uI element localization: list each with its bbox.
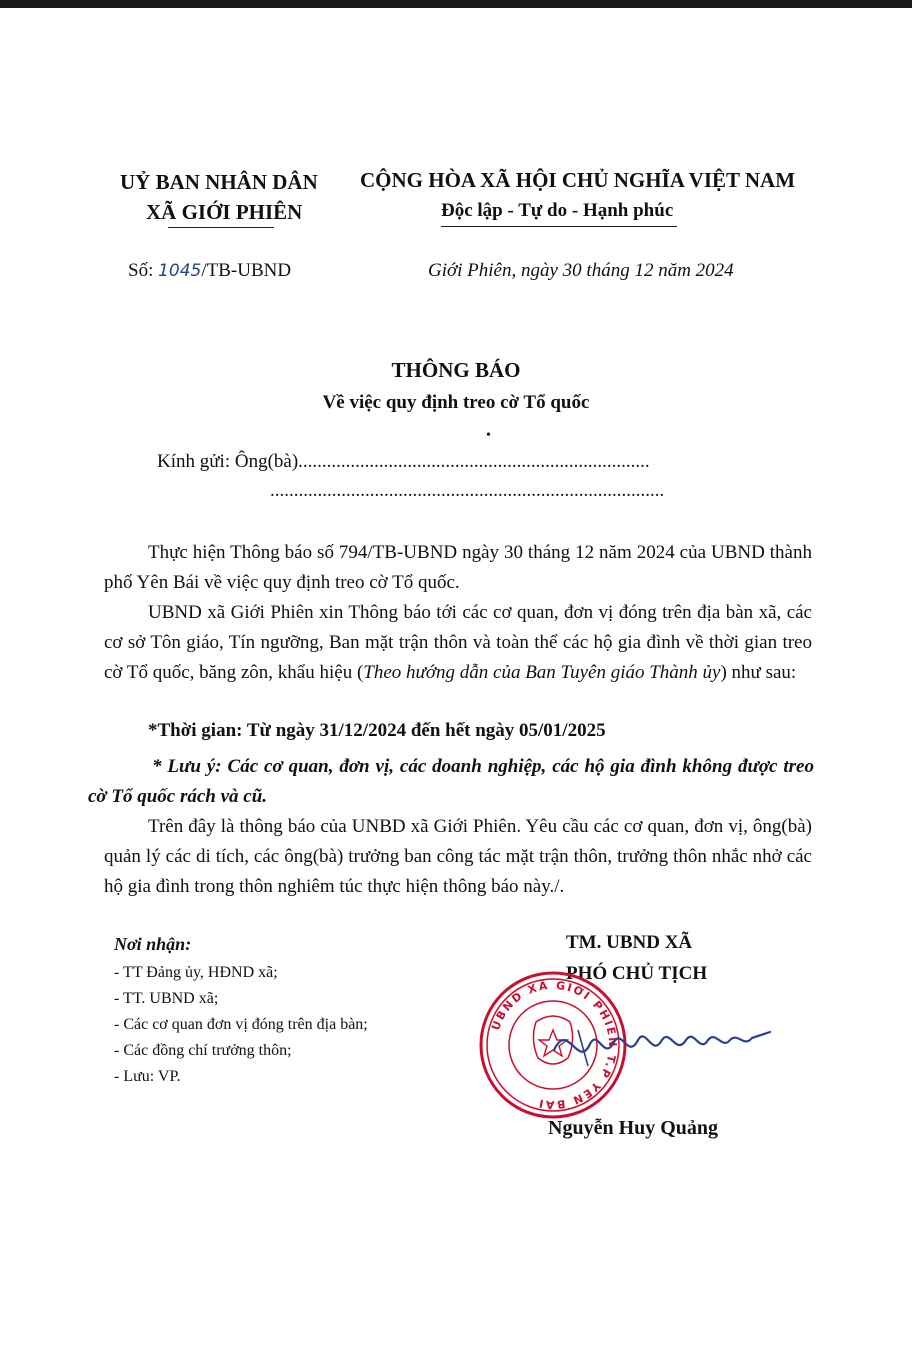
body-paragraph-closing	[104, 812, 812, 902]
document-subtitle: Về việc quy định treo cờ Tổ quốc	[322, 392, 590, 413]
national-motto: Độc lập - Tự do - Hạnh phúc	[441, 200, 674, 221]
recipients-title: Nơi nhận:	[114, 934, 192, 954]
issuing-org-line2: XÃ GIỚI PHIÊN	[146, 200, 303, 224]
body-paragraph-2	[104, 598, 812, 688]
p2-text-italic: Theo hướng dẫn của Ban Tuyên giáo Thành ủy	[363, 662, 721, 683]
place-and-date: Giới Phiên, ngày 30 tháng 12 năm 2024	[428, 260, 734, 281]
org-underline	[168, 227, 274, 228]
p2-text-start: UBND xã Giới Phiên xin Thông báo tới các cơ quan, đơn vị đóng trên địa bàn xã, các cơ sở Tôn giáo, Tín ngưỡng, Ban mặt trận thôn và toàn thể các hộ gia đình về thời gian treo cờ Tổ quốc, băng zôn, khẩu hiệu (	[104, 602, 812, 683]
signature-position: PHÓ CHỦ TỊCH	[566, 963, 708, 984]
greeting-line1: Kính gửi: Ông(bà)..........................................................................	[157, 451, 650, 472]
body-paragraph-1	[104, 538, 812, 598]
notice-note	[88, 752, 814, 812]
p5-text: Trên đây là thông báo của UNBD xã Giới Phiên. Yêu cầu các cơ quan, đơn vị, ông(bà) quản lý các di tích, các ông(bà) trưởng ban công tác mặt trận thôn, trưởng thôn nhắc nhở các hộ gia đình trong thôn nghiêm túc thực hiện thông báo này./.	[104, 816, 812, 897]
issuing-org-line1: UỶ BAN NHÂN DÂN	[120, 170, 318, 194]
handwritten-signature-icon	[548, 1010, 778, 1080]
signature-on-behalf: TM. UBND XÃ	[566, 932, 693, 953]
svg-text:UBND XÃ GIỚI PHIÊN T.P YÊN BÁI: UBND XÃ GIỚI PHIÊN T.P YÊN BÁI	[489, 978, 620, 1112]
document-number	[128, 260, 291, 282]
p2-text-end: ) như sau:	[720, 662, 797, 683]
recipients-list	[114, 960, 368, 1090]
dot-mark: •	[486, 428, 491, 443]
recipient-item: - Các đồng chí trưởng thôn;	[114, 1042, 292, 1059]
doc-number-prefix: Số:	[128, 260, 159, 281]
motto-underline	[441, 226, 677, 227]
recipient-item: - TT. UBND xã;	[114, 990, 219, 1007]
signer-name: Nguyễn Huy Quảng	[548, 1117, 719, 1139]
p4-text: * Lưu ý: Các cơ quan, đơn vị, các doanh nghiệp, các hộ gia đình không được treo cờ Tổ quốc rách và cũ.	[88, 756, 814, 807]
recipient-item: - Lưu: VP.	[114, 1068, 181, 1085]
notice-time: *Thời gian: Từ ngày 31/12/2024 đến hết ngày 05/01/2025	[148, 720, 606, 741]
doc-number-suffix: /TB-UBND	[201, 260, 292, 281]
greeting-line2: ...................................................................................	[270, 480, 665, 501]
recipient-item: - Các cơ quan đơn vị đóng trên địa bàn;	[114, 1016, 368, 1033]
p1-text: Thực hiện Thông báo số 794/TB-UBND ngày 30 tháng 12 năm 2024 của UBND thành phố Yên Bái về việc quy định treo cờ Tổ quốc.	[104, 542, 812, 593]
document-title: THÔNG BÁO	[391, 358, 521, 382]
doc-number-handwritten: 1045	[158, 261, 202, 281]
recipient-item: - TT Đảng ủy, HĐND xã;	[114, 964, 278, 981]
national-title: CỘNG HÒA XÃ HỘI CHỦ NGHĨA VIỆT NAM	[360, 168, 796, 192]
